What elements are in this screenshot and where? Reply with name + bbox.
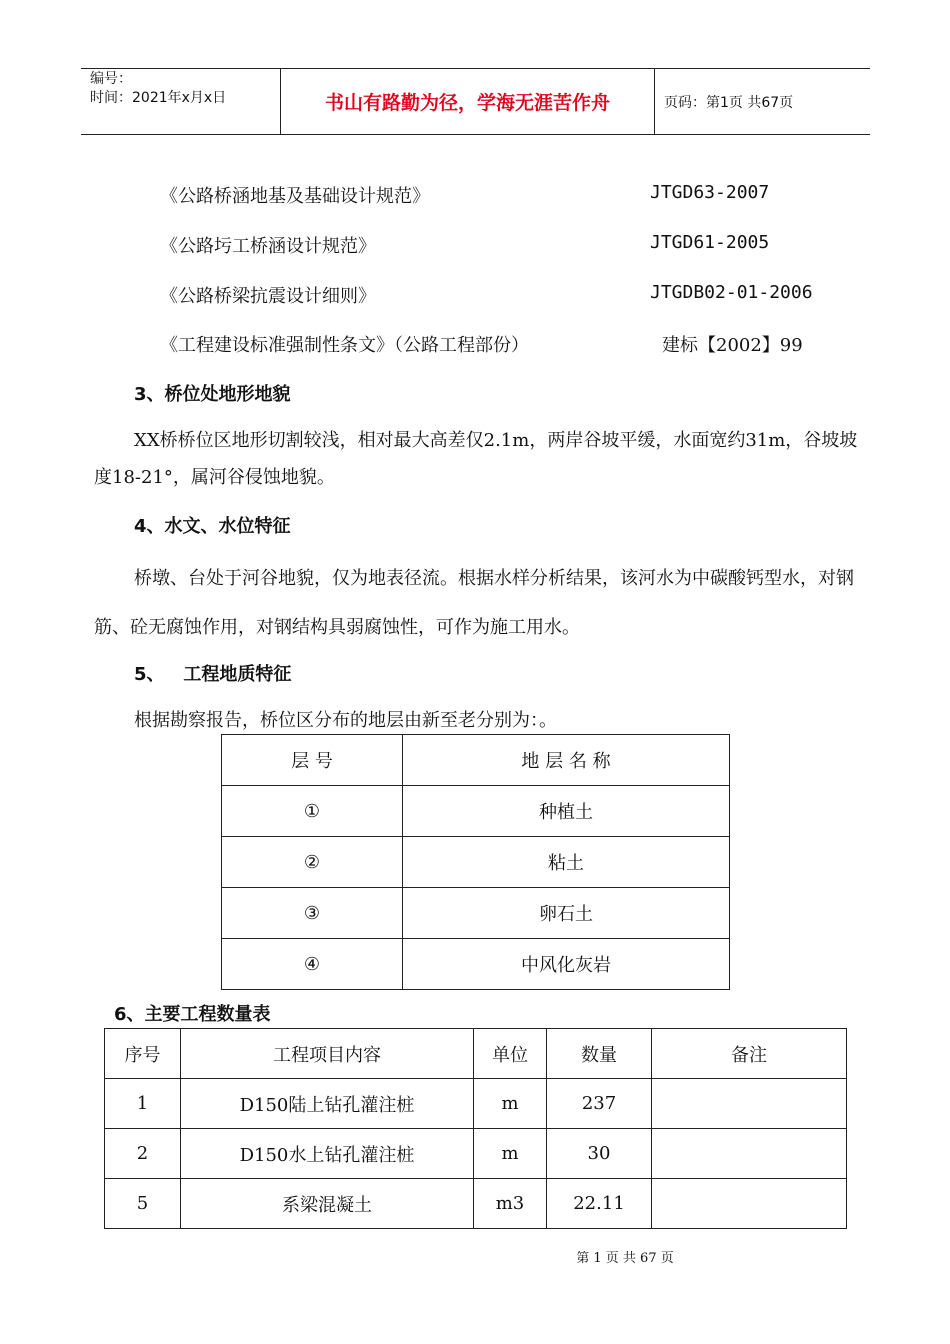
table-row bbox=[105, 1179, 847, 1229]
section-4-heading: 4、水文、水位特征 bbox=[134, 516, 291, 537]
section-3-text: XX桥桥位区地形切割较浅，相对最大高差仅2.1m，两岸谷坡平缓，水面宽约31m，谷坡坡度18-21°，属河谷侵蚀地貌。 bbox=[94, 430, 858, 488]
table-cell bbox=[652, 1079, 847, 1129]
table-cell bbox=[652, 1129, 847, 1179]
table-header-cell: 单位 bbox=[474, 1029, 547, 1079]
table-header-cell: 序号 bbox=[105, 1029, 181, 1079]
table-header-row bbox=[105, 1029, 847, 1079]
table-cell: 2 bbox=[105, 1129, 181, 1179]
table-cell: 粘土 bbox=[403, 837, 730, 888]
table-header-row bbox=[222, 735, 730, 786]
standard-code: 建标【2002】99 bbox=[662, 335, 803, 356]
standard-code: JTGD63-2007 bbox=[650, 182, 770, 203]
table-cell: ④ bbox=[222, 939, 403, 990]
standard-name: 《公路圬工桥涵设计规范》 bbox=[160, 236, 376, 257]
table-cell: 237 bbox=[547, 1079, 652, 1129]
standard-code: JTGDB02-01-2006 bbox=[650, 282, 813, 303]
table-row bbox=[222, 837, 730, 888]
section-5-text: 根据勘察报告，桥位区分布的地层由新至老分别为：。 bbox=[134, 710, 557, 731]
header-divider-right bbox=[654, 68, 655, 135]
table-row bbox=[105, 1079, 847, 1129]
standard-code: JTGD61-2005 bbox=[650, 232, 770, 253]
standard-name: 《公路桥梁抗震设计细则》 bbox=[160, 286, 376, 307]
table-cell: 1 bbox=[105, 1079, 181, 1129]
table-cell: ② bbox=[222, 837, 403, 888]
table-cell: D150陆上钻孔灌注桩 bbox=[181, 1079, 474, 1129]
section-3-heading: 3、桥位处地形地貌 bbox=[134, 384, 291, 405]
table-cell bbox=[652, 1179, 847, 1229]
table-header-cell: 备注 bbox=[652, 1029, 847, 1079]
header-motto: 书山有路勤为径，学海无涯苦作舟 bbox=[324, 92, 610, 114]
table-cell: D150水上钻孔灌注桩 bbox=[181, 1129, 474, 1179]
table-cell: 22.11 bbox=[547, 1179, 652, 1229]
table-cell: ① bbox=[222, 786, 403, 837]
table-row bbox=[105, 1129, 847, 1179]
table-row bbox=[222, 939, 730, 990]
table-cell: 5 bbox=[105, 1179, 181, 1229]
table-header-cell: 层 号 bbox=[222, 735, 403, 786]
page-footer: 第 1 页 共 67 页 bbox=[576, 1251, 674, 1266]
table-row bbox=[222, 786, 730, 837]
section-4-text: 桥墩、台处于河谷地貌，仅为地表径流。根据水样分析结果，该河水为中碳酸钙型水，对钢筋、砼无腐蚀作用，对钢结构具弱腐蚀性，可作为施工用水。 bbox=[94, 568, 854, 638]
standard-name: 《公路桥涵地基及基础设计规范》 bbox=[160, 186, 430, 207]
table-cell: m bbox=[474, 1129, 547, 1179]
header-bottom-rule bbox=[81, 134, 870, 135]
table-cell: 中风化灰岩 bbox=[403, 939, 730, 990]
table-cell: 30 bbox=[547, 1129, 652, 1179]
table-cell: m bbox=[474, 1079, 547, 1129]
header-time: 时间：2021年x月x日 bbox=[90, 90, 227, 106]
header-meta bbox=[90, 70, 226, 108]
section-5-heading: 5、 工程地质特征 bbox=[134, 664, 292, 685]
strata-table bbox=[221, 734, 730, 990]
quantity-table bbox=[104, 1028, 847, 1229]
table-header-cell: 地 层 名 称 bbox=[403, 735, 730, 786]
header-top-rule bbox=[81, 68, 870, 69]
table-row bbox=[222, 888, 730, 939]
table-cell: 卵石土 bbox=[403, 888, 730, 939]
table-cell: ③ bbox=[222, 888, 403, 939]
table-cell: m3 bbox=[474, 1179, 547, 1229]
header-number: 编号： bbox=[90, 71, 132, 87]
table-cell: 系梁混凝土 bbox=[181, 1179, 474, 1229]
section-6-heading: 6、主要工程数量表 bbox=[114, 1004, 271, 1025]
table-cell: 种植土 bbox=[403, 786, 730, 837]
standard-name: 《工程建设标准强制性条文》（公路工程部份） bbox=[160, 335, 529, 356]
table-header-cell: 工程项目内容 bbox=[181, 1029, 474, 1079]
header-page-number: 页码：第1页 共67页 bbox=[664, 95, 794, 111]
table-header-cell: 数量 bbox=[547, 1029, 652, 1079]
